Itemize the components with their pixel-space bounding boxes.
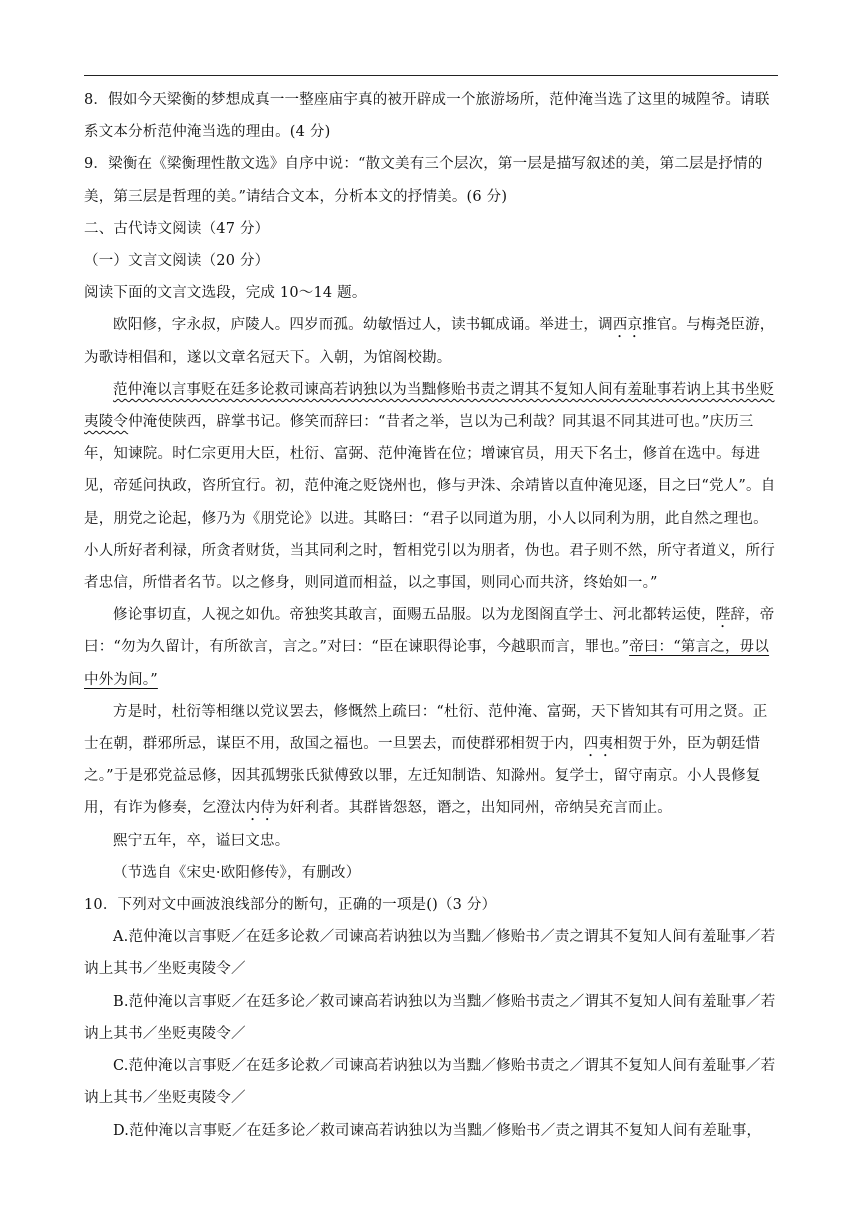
question-10-option-a: A.范仲淹以言事贬／在廷多论救／司谏高若讷独以为当黜／修贻书／责之谓其不复知人间有羞耻事／若讷上其书／坐贬夷陵令／ [84, 929, 776, 978]
question-10-option-d: D.范仲淹以言事贬／在廷多论／救司谏高若讷独以为当黜／修贻书／责之谓其不复知人间有差耻事， [113, 1122, 762, 1139]
emphasis-dotted-text: 四夷 [583, 736, 614, 753]
question-10-stem: 10．下列对文中画波浪线部分的断句，正确的一项是()（3 分） [84, 897, 497, 914]
section-heading: 二、古代诗文阅读（47 分） [84, 220, 270, 237]
passage-paragraph-4: 方是时，杜衍等相继以党议罢去，修慨然上疏曰：“杜衍、范仲淹、富弼，天下皆知其有可用之贤。正士在朝，群邪所忌，谋臣不用，敌国之福也。一旦罢去，而使群邪相贺于内，四夷相贺于外，臣为朝廷惜之。”于是邪党益忌修，因其孤甥张氏狱傅致以罪，左迁知制诰、知滁州。复学士，留守南京。小人畏修复用，有诈为修奏，乞澄汰内侍为奸利者。其群皆怨怒，谮之，出知同州，帝纳吴充言而止。 [84, 703, 768, 817]
document-body [84, 84, 778, 1147]
passage-source: （节选自《宋史·欧阳修传》，有删改） [113, 864, 361, 881]
question-10-option-b: B.范仲淹以言事贬／在廷多论／救司谏高若讷独以为当黜／修贻书责之／谓其不复知人间有羞耻事／若讷上其书／坐贬夷陵令／ [84, 993, 776, 1042]
passage-paragraph-3: 修论事切直，人视之如仇。帝独奖其敢言，面赐五品服。以为龙图阁直学士、河北都转运使，陛辞，帝曰：“勿为久留计，有所欲言，言之。”对曰：“臣在谏职得论事，今越职而言，罪也。”帝曰：“第言之，毋以中外为间。” [84, 607, 775, 688]
question-10-option-c: C.范仲淹以言事贬／在廷多论救／司谏高若讷独以为当黜／修贻书责之／谓其不复知人间有羞耻事／若讷上其书／坐贬夷陵令／ [84, 1058, 776, 1107]
header-rule [84, 75, 778, 76]
question-8: 8．假如今天梁衡的梦想成真一一整座庙宇真的被开辟成一个旅游场所，范仲淹当选了这里的城隍爷。请联系文本分析范仲淹当选的理由。(4 分) [84, 92, 770, 141]
emphasis-dotted-text: 陛 [715, 607, 731, 624]
passage-paragraph-1: 欧阳修，字永叔，庐陵人。四岁而孤。幼敏悟过人，读书辄成诵。举进士，调西京推官。与梅尧臣游，为歌诗相倡和，遂以文章名冠天下。入朝，为馆阁校勘。 [84, 317, 775, 366]
sub-section-heading: （一）文言文阅读（20 分） [84, 253, 270, 270]
question-9: 9．梁衡在《梁衡理性散文选》自序中说：“散文美有三个层次，第一层是描写叙述的美，第二层是抒情的美，第三层是哲理的美。”请结合文本，分析本文的抒情美。(6 分) [84, 156, 763, 205]
underlined-text: 帝曰：“第言之，毋以中外为间。” [84, 639, 770, 688]
wavy-underlined-text: 范仲淹以言事贬在廷多论救司谏高若讷独以为当黜修贻书责之谓其不复知人间有羞耻事若讷上其书坐贬夷陵令 [84, 381, 775, 431]
passage-paragraph-5: 熙宁五年，卒，谥曰文忠。 [113, 832, 290, 849]
reading-instruction: 阅读下面的文言文选段，完成 10～14 题。 [84, 285, 367, 302]
emphasis-dotted-text: 西京 [612, 317, 643, 334]
emphasis-dotted-text: 内侍 [245, 800, 276, 817]
passage-paragraph-2: 范仲淹以言事贬在廷多论救司谏高若讷独以为当黜修贻书责之谓其不复知人间有羞耻事若讷上其书坐贬夷陵令仲淹使陕西，辟掌书记。修笑而辞曰：“昔者之举，岂以为己利哉？同其退不同其进可也。”庆历三年，知谏院。时仁宗更用大臣，杜衍、富弼、范仲淹皆在位；增谏官员，用天下名士，修首在选中。每进见，帝延问执政，咨所宜行。初，范仲淹之贬饶州也，修与尹洙、余靖皆以直仲淹见逐，目之曰“党人”。自是，朋党之论起，修乃为《朋党论》以进。其略曰：“君子以同道为朋，小人以同利为朋，此自然之理也。小人所好者利禄，所贪者财货，当其同利之时，暂相党引以为朋者，伪也。君子则不然，所守者道义，所行者忠信，所惜者名节。以之修身，则同道而相益，以之事国，则同心而共济，终始如一。” [84, 381, 776, 592]
